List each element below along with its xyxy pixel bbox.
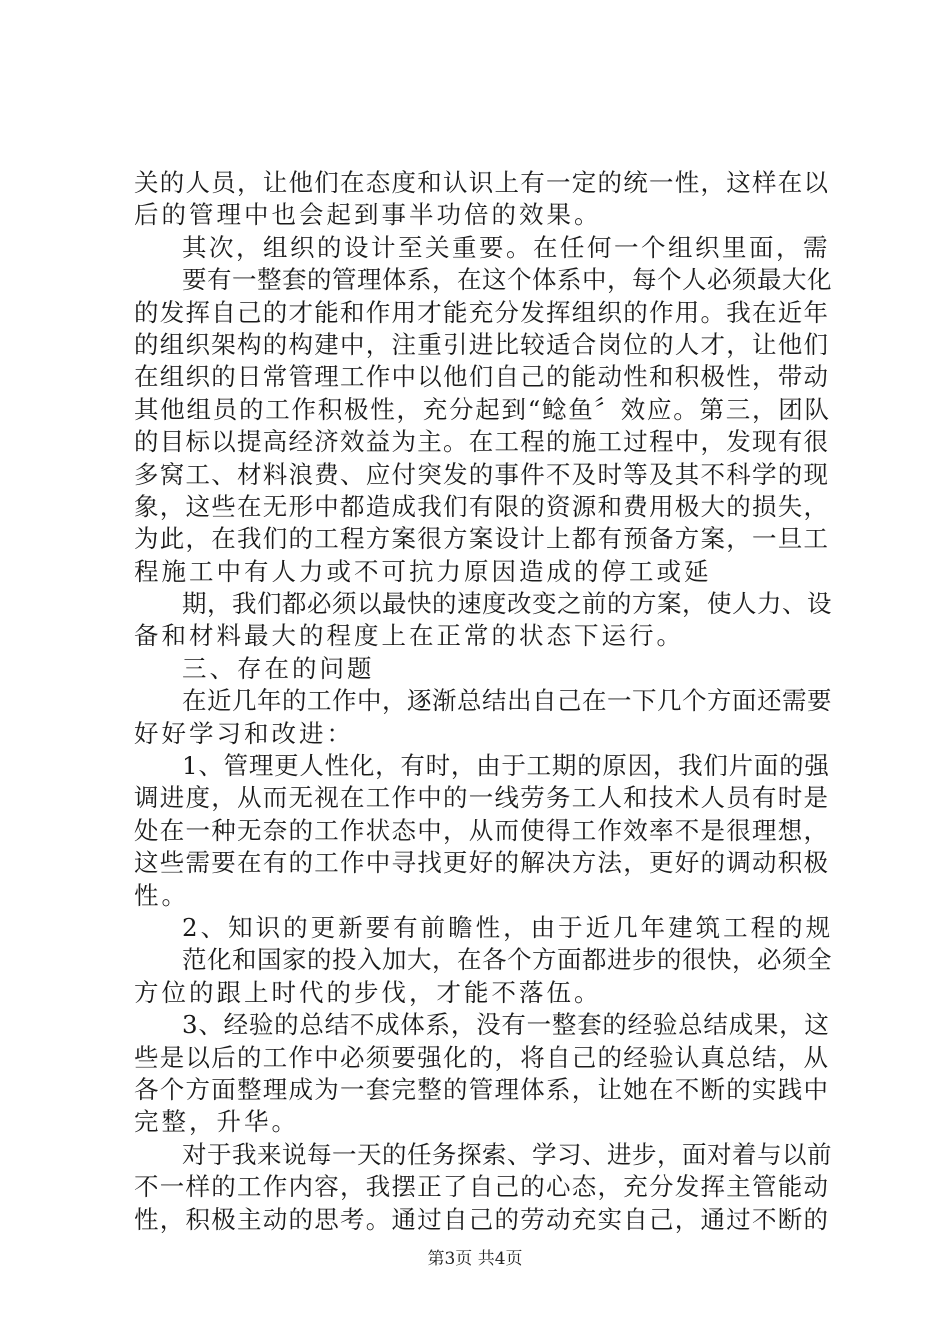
text-line: 性。 bbox=[134, 880, 189, 910]
text-line: 的组织架构的构建中，注重引进比较适合岗位的人才，让他们 bbox=[134, 329, 830, 359]
text-line: 方位的跟上时代的步伐，才能不落伍。 bbox=[134, 977, 602, 1007]
text-line: 多窝工、材料浪费、应付突发的事件不及时等及其不科学的现 bbox=[134, 459, 830, 489]
text-line: 各个方面整理成为一套完整的管理体系，让她在不断的实践中 bbox=[134, 1074, 830, 1104]
text-line: 的发挥自己的才能和作用才能充分发挥组织的作用。我在近年 bbox=[134, 297, 830, 327]
text-line: 性，积极主动的思考。通过自己的劳动充实自己，通过不断的 bbox=[134, 1204, 830, 1234]
text-line: 程施工中有人力或不可抗力原因造成的停工或延 bbox=[134, 556, 712, 586]
text-line: 处在一种无奈的工作状态中，从而使得工作效率不是很理想， bbox=[134, 815, 830, 845]
page-footer: 第3页 共4页 bbox=[427, 1249, 523, 1269]
text-line: 完整，升华。 bbox=[134, 1107, 299, 1137]
text-line: 对于我来说每一天的任务探索、学习、进步，面对着与以前 bbox=[182, 1139, 832, 1169]
text-line: 要有一整套的管理体系，在这个体系中，每个人必须最大化 bbox=[182, 265, 832, 295]
text-line: 关的人员，让他们在态度和认识上有一定的统一性，这样在以 bbox=[134, 168, 830, 197]
text-line: 其次，组织的设计至关重要。在任何一个组织里面，需 bbox=[182, 232, 830, 262]
text-line: 在组织的日常管理工作中以他们自己的能动性和积极性，带动 bbox=[134, 362, 830, 392]
text-line: 调进度，从而无视在工作中的一线劳务工人和技术人员有时是 bbox=[134, 783, 830, 813]
text-line: 3、经验的总结不成体系，没有一整套的经验总结成果，这 bbox=[182, 1010, 830, 1040]
text-line: 这些需要在有的工作中寻找更好的解决方法，更好的调动积极 bbox=[134, 848, 830, 878]
text-line: 为此，在我们的工程方案很方案设计上都有预备方案，一旦工 bbox=[134, 524, 830, 554]
text-line: 好好学习和改进： bbox=[134, 718, 354, 748]
text-line: 的目标以提高经济效益为主。在工程的施工过程中，发现有很 bbox=[134, 427, 830, 457]
text-line: 象，这些在无形中都造成我们有限的资源和费用极大的损失， bbox=[134, 491, 830, 521]
text-line: 1、管理更人性化，有时，由于工期的原因，我们片面的强 bbox=[182, 751, 830, 781]
text-line: 三、存在的问题 bbox=[182, 653, 375, 683]
text-line: 其他组员的工作积极性，充分起到“鲶鱼〞效应。第三，团队 bbox=[134, 394, 831, 424]
text-line: 些是以后的工作中必须要强化的，将自己的经验认真总结，从 bbox=[134, 1042, 830, 1072]
text-line: 备和材料最大的程度上在正常的状态下运行。 bbox=[134, 621, 684, 651]
text-line: 2、知识的更新要有前瞻性，由于近几年建筑工程的规 bbox=[182, 912, 834, 942]
text-line: 不一样的工作内容，我摆正了自己的心态，充分发挥主管能动 bbox=[134, 1172, 830, 1202]
text-line: 后的管理中也会起到事半功倍的效果。 bbox=[134, 200, 602, 230]
text-line: 范化和国家的投入加大，在各个方面都进步的很快，必须全 bbox=[182, 945, 832, 975]
text-line: 期，我们都必须以最快的速度改变之前的方案，使人力、设 bbox=[182, 589, 832, 619]
body-text bbox=[134, 167, 834, 1236]
text-line: 在近几年的工作中，逐渐总结出自己在一下几个方面还需要 bbox=[182, 686, 832, 716]
